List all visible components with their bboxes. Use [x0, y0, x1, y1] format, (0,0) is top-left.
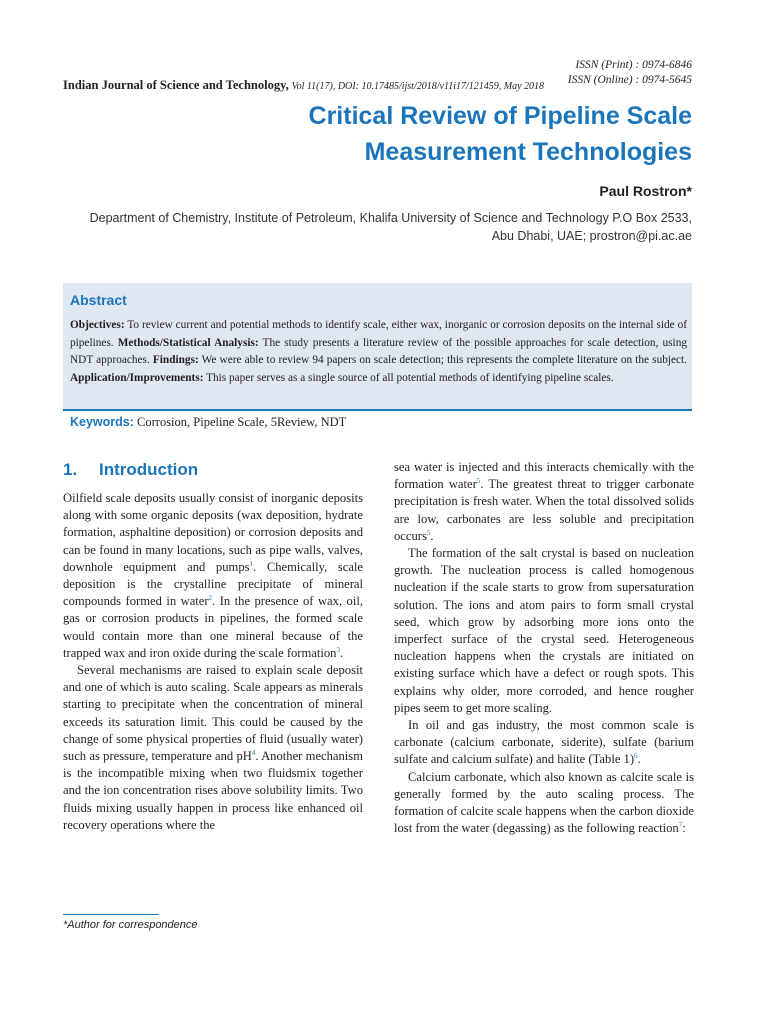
affiliation-line-1: Department of Chemistry, Institute of Petroleum, Khalifa University of Science and Technology P.O Box 2533, [89, 211, 692, 225]
text-run: Several mechanisms are raised to explain scale deposit and one of which is auto scaling. Scale appears as minerals starting to precipitate when the concentration of mineral exceeds its saturation limit. This could be caused by the change of some physical properties of fluid (usually water) such as pressure, temperature and pH [63, 663, 363, 764]
application-text: This paper serves as a single source of all potential methods of identifying pipeline scales. [203, 371, 614, 384]
findings-label: Findings: [152, 354, 199, 366]
objectives-text: To review current and potential methods to identify scale, either wax, inorganic or corrosion deposits on the internal side of pipelines. [70, 319, 687, 349]
text-run: . The greatest threat to trigger carbonate precipitation is fresh water. When the total dissolved solids are low, carbonates are less soluble and precipitation occurs [394, 477, 694, 543]
paragraph: The formation of the salt crystal is based on nucleation growth. The nucleation process is called homogenous nucleation if the scale starts to grow from supersaturation solution. The ions and atom pairs to form small crystal seed, which grow by adsorbing more ions onto the imperfect surface of the crystal seed. Heterogeneous nucleation happens when the crystals are initiated on existing surface which have a defect or rough spots. This explains why older, more corroded, and hence rougher pipes seem to get more scaling. [394, 546, 694, 715]
issn-online: ISSN (Online) : 0974-5645 [567, 74, 692, 86]
text-run: In oil and gas industry, the most common scale is carbonate (calcium carbonate, siderite), sulfate (barium sulfate and calcium sulfate) and halite (Table 1) [394, 718, 694, 767]
findings-text: We were able to review 94 papers on scale detection; this represents the complete literature on the subject. [198, 354, 687, 366]
paper-title [309, 98, 692, 170]
keywords-divider [63, 409, 692, 411]
citation-ref[interactable]: 4 [251, 748, 256, 757]
journal-meta: Vol 11(17), DOI: 10.17485/ijst/2018/v11i17/121459, May 2018 [291, 81, 545, 92]
citation-ref[interactable]: 5 [476, 477, 481, 486]
methods-text: The study presents a literature review of the possible approaches for scale detection, using NDT approaches. [70, 336, 687, 366]
citation-ref[interactable]: 2 [208, 594, 213, 603]
section-heading [63, 460, 198, 480]
paragraph [394, 769, 694, 838]
footnote: *Author for correspondence [63, 919, 198, 931]
citation-ref[interactable]: 5 [426, 528, 431, 537]
author-name: Paul Rostron* [599, 183, 692, 199]
issn-print: ISSN (Print) : 0974-6846 [575, 59, 692, 71]
abstract-body [70, 317, 687, 387]
text-run: . [430, 528, 434, 543]
left-column [63, 490, 363, 834]
keywords [70, 415, 346, 430]
right-column [394, 459, 694, 837]
text-run: . Chemically, scale deposition is the crystalline precipitate of mineral compounds formed in water [63, 559, 364, 609]
paragraph [394, 459, 694, 545]
paper-title-line-1: Critical Review of Pipeline Scale [308, 102, 692, 130]
paragraph [63, 490, 363, 662]
affiliation-line-2: Abu Dhabi, UAE; prostron@pi.ac.ae [491, 229, 692, 243]
text-run: Oilfield scale deposits usually consist of inorganic deposits along with some organic deposits (wax deposition, hydrate formation, asphaltine deposition) or corrosion deposits and can be found in many locations, such as pipe walls, valves, downhole equipment and pumps [63, 491, 363, 574]
paragraph [394, 717, 694, 769]
methods-label: Methods/Statistical Analysis: [117, 336, 259, 349]
keywords-label: Keywords: [70, 415, 134, 429]
text-run: . [339, 645, 344, 660]
text-run: : [682, 821, 686, 836]
journal-citation [63, 78, 544, 93]
abstract-heading: Abstract [70, 292, 127, 308]
text-run: Calcium carbonate, which also known as calcite scale is generally formed by the auto scaling process. The formation of calcite scale happens when the carbon dioxide lost from the water (degassing) as the following reaction [394, 769, 694, 836]
citation-ref[interactable]: 3 [336, 645, 340, 654]
section-number: 1. [63, 460, 78, 479]
text-run: . [637, 752, 641, 767]
paragraph [63, 662, 363, 834]
citation-ref[interactable]: 6 [634, 752, 638, 761]
affiliation [82, 209, 692, 245]
citation-ref[interactable]: 7 [678, 821, 683, 830]
objectives-label: Objectives: [70, 319, 125, 331]
paper-title-line-2: Measurement Technologies [364, 138, 692, 166]
application-label: Application/Improvements: [70, 371, 204, 384]
journal-name: Indian Journal of Science and Technology, [63, 78, 289, 92]
section-title: Introduction [99, 460, 199, 479]
text-run: . Another mechanism is the incompatible mixing when two fluidsmix together and the ion concentration rises above solubility limits. Two fluids mixing usually happen in process like enhanced oil recovery operations where the [63, 749, 363, 832]
issn-block [568, 58, 692, 88]
keywords-text: Corrosion, Pipeline Scale, 5Review, NDT [133, 415, 347, 429]
footnote-rule [63, 914, 159, 915]
text-run: . In the presence of wax, oil, gas or corrosion products in pipelines, the formed scale would contain more than one mineral because of the trapped wax and iron oxide during the scale formation [63, 594, 363, 660]
citation-ref[interactable]: 1 [249, 559, 254, 568]
text-run: sea water is injected and this interacts chemically with the formation water [394, 460, 694, 492]
